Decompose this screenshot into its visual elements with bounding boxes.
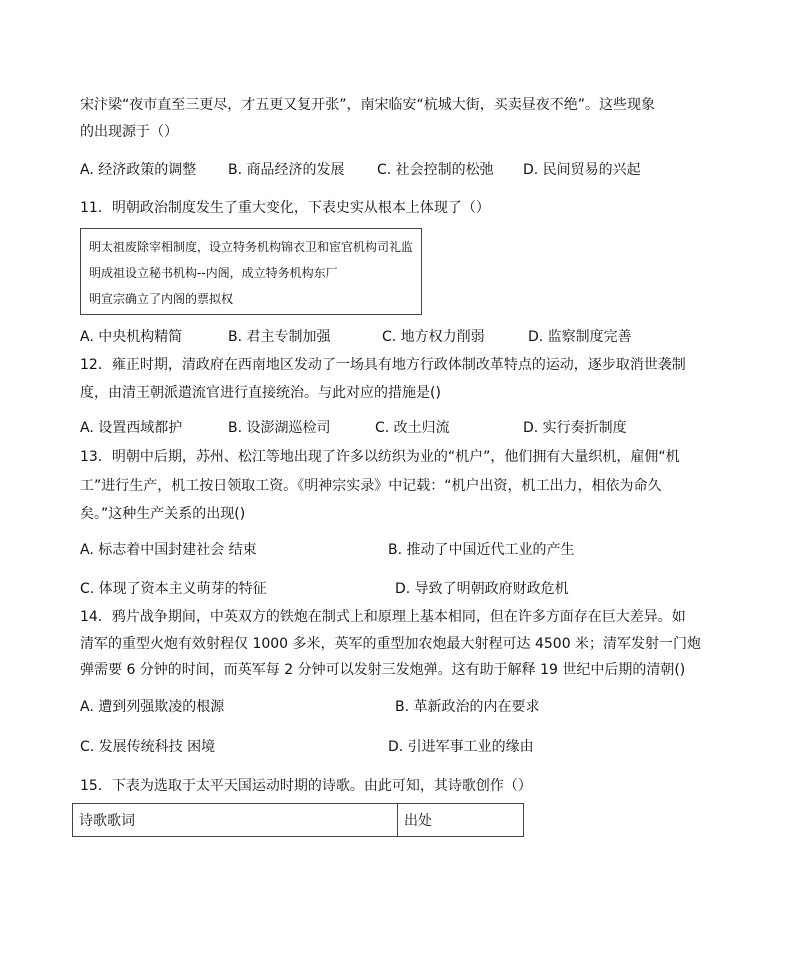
table-header-source: 出处 (398, 804, 524, 837)
q12-option-c: C. 改土归流 (375, 420, 450, 436)
q12-stem-line2: 度，由清王朝派遣流官进行直接统治。与此对应的措施是() (80, 385, 441, 401)
q11-option-d: D. 监察制度完善 (528, 329, 632, 345)
q11-source-table (80, 228, 422, 315)
q12-option-d: D. 实行奏折制度 (523, 420, 627, 436)
q11-stem: 11．明朝政治制度发生了重大变化，下表史实从根本上体现了（） (80, 200, 490, 216)
q14-option-b: B. 革新政治的内在要求 (395, 699, 540, 715)
q11-option-b: B. 君主专制加强 (228, 329, 331, 345)
q14-option-c: C. 发展传统科技 困境 (80, 739, 216, 755)
table-header-lyrics: 诗歌歌词 (73, 804, 398, 837)
q11-table-row-1: 明太祖废除宰相制度，设立特务机构锦衣卫和宦官机构司礼监 (89, 240, 414, 254)
q12-stem-line1: 12．雍正时期，清政府在西南地区发动了一场具有地方行政体制改革特点的运动，逐步取消世袭制 (80, 357, 686, 373)
q13-option-a: A. 标志着中国封建社会 结束 (80, 542, 257, 558)
q11-table-row-3: 明宣宗确立了内阁的票拟权 (89, 292, 234, 306)
table-header-row (73, 804, 524, 837)
q14-stem-line1: 14．鸦片战争期间，中英双方的铁炮在制式上和原理上基本相同，但在许多方面存在巨大差异。如 (80, 609, 686, 625)
q14-option-a: A. 遭到列强欺凌的根源 (80, 699, 225, 715)
q15-poem-table (72, 803, 524, 837)
q11-option-a: A. 中央机构精简 (80, 329, 183, 345)
q11-option-c: C. 地方权力削弱 (382, 329, 485, 345)
q13-option-c: C. 体现了资本主义萌芽的特征 (80, 581, 267, 597)
q10-option-c: C. 社会控制的松弛 (377, 162, 494, 178)
q11-table-row-2: 明成祖设立秘书机构--内阁，成立特务机构东厂 (89, 266, 338, 280)
q10-option-a: A. 经济政策的调整 (80, 162, 197, 178)
q10-stem-line2: 的出现源于（） (80, 124, 178, 140)
q15-stem: 15．下表为选取于太平天国运动时期的诗歌。由此可知，其诗歌创作（） (80, 778, 532, 794)
q13-stem-line3: 矣。”这种生产关系的出现() (80, 506, 246, 522)
q14-stem-line2: 清军的重型火炮有效射程仅 1000 多米，英军的重型加农炮最大射程可达 4500 米；清军发射一门炮 (80, 636, 702, 652)
q14-option-d: D. 引进军事工业的缘由 (388, 739, 534, 755)
q13-stem-line1: 13．明朝中后期，苏州、松江等地出现了许多以纺织为业的“机户”，他们拥有大量织机，雇佣“机 (80, 449, 680, 465)
q13-option-b: B. 推动了中国近代工业的产生 (388, 542, 575, 558)
q13-stem-line2: 工”进行生产，机工按日领取工资。《明神宗实录》中记载：“机户出资，机工出力，相依为命久 (80, 478, 662, 494)
q10-option-b: B. 商品经济的发展 (228, 162, 345, 178)
q13-option-d: D. 导致了明朝政府财政危机 (395, 581, 569, 597)
q14-stem-line3: 弹需要 6 分钟的时间，而英军每 2 分钟可以发射三发炮弹。这有助于解释 19 世纪中后期的清朝() (80, 662, 686, 678)
q10-option-d: D. 民间贸易的兴起 (523, 162, 641, 178)
q12-option-a: A. 设置西域都护 (80, 420, 183, 436)
q12-option-b: B. 设澎湖巡检司 (228, 420, 331, 436)
q10-stem-line1: 宋汴梁“夜市直至三更尽，才五更又复开张”，南宋临安“杭城大街，买卖昼夜不绝”。这些现象 (80, 97, 656, 113)
